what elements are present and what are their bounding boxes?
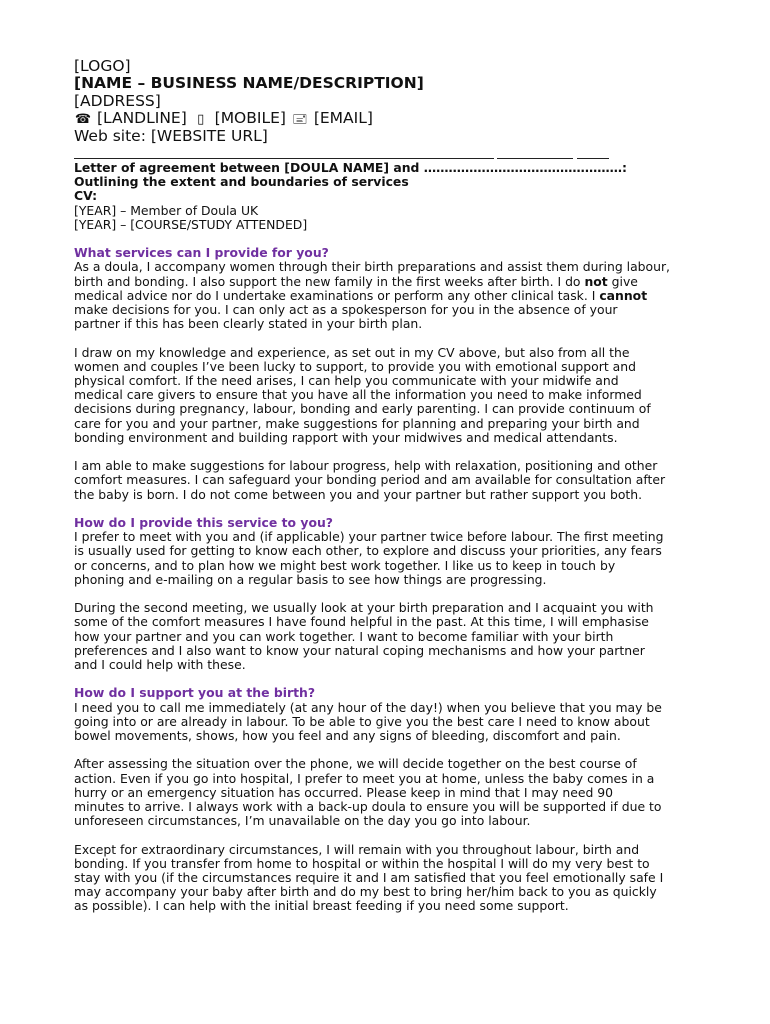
address: [ADDRESS] [74, 91, 161, 110]
email-icon: 🖃 [292, 111, 308, 127]
mobile: [MOBILE] [214, 108, 286, 127]
business-name: [NAME – BUSINESS NAME/DESCRIPTION] [74, 74, 424, 93]
paragraph-line: As a doula, I accompany women through their birth preparations and assist them during labour, [74, 259, 670, 275]
logo-placeholder: [LOGO] [74, 57, 131, 75]
section-heading: How do I support you at the birth? [74, 685, 316, 701]
agreement-line [74, 161, 714, 175]
landline: [LANDLINE] [96, 108, 187, 127]
paragraph-line: decisions during pregnancy, labour, bonding and early parenting. I can provide continuum of [74, 401, 651, 417]
paragraph-line: care for you and your partner, make suggestions for planning and preparing your birth and [74, 415, 640, 431]
contact-line [74, 110, 424, 128]
paragraph-line: physical comfort. If the need arises, I can help you communicate with your midwife and [74, 373, 619, 389]
paragraph-line: I am able to make suggestions for labour progress, help with relaxation, positioning and other [74, 458, 658, 474]
agreement-subtitle: Outlining the extent and boundaries of services [74, 174, 409, 190]
paragraph-line: medical advice nor do I undertake examinations or perform any other clinical task. I cannot [74, 287, 648, 303]
paragraph-line: may accompany your baby after birth and do my best to bring her/him back to you as quickly [74, 884, 657, 900]
paragraph-line: the baby is born. I do not come between you and your partner but rather support you both. [74, 486, 643, 502]
agreement-prefix: Letter of agreement between [DOULA NAME] and [74, 160, 424, 175]
paragraph-line: partner if this has been clearly stated in your birth plan. [74, 316, 423, 332]
paragraph-line: During the second meeting, we usually look at your birth preparation and I acquaint you with [74, 600, 654, 616]
mobile-icon: ▯ [197, 111, 205, 127]
paragraph-line: phoning and e-mailing on a regular basis to see how things are progressing. [74, 571, 547, 587]
paragraph-line: and I could help with these. [74, 657, 246, 673]
paragraph-line: stay with you (if the circumstances require it and I am satisfied that you feel emotionally safe I [74, 870, 664, 886]
telephone-icon: ☎ [74, 111, 92, 127]
website: Web site: [WEBSITE URL] [74, 127, 268, 146]
paragraph-line: some of the comfort measures I have found helpful in the past. At this time, I will emphasise [74, 614, 649, 630]
paragraph-line: women and couples I’ve been lucky to support, to provide you with emotional support and [74, 358, 636, 374]
paragraph-line: minutes to arrive. I always work with a back-up doula to ensure you will be supported if due to [74, 799, 662, 815]
paragraph-line: I draw on my knowledge and experience, as set out in my CV above, but also from all the [74, 344, 630, 360]
paragraph-line: bonding environment and building rapport with your midwives and medical attendants. [74, 429, 618, 445]
paragraph-line: Except for extraordinary circumstances, I will remain with you throughout labour, birth and [74, 841, 640, 857]
section-heading: How do I provide this service to you? [74, 515, 333, 531]
paragraph-line: bonding. If you transfer from home to hospital or within the hospital I will do my very best to [74, 855, 650, 871]
letterhead [74, 58, 424, 145]
paragraph-line: After assessing the situation over the phone, we will decide together on the best course of [74, 756, 637, 772]
cv-item: [YEAR] – Member of Doula UK [74, 202, 259, 218]
agreement-dots: …………………………………………: [423, 160, 627, 175]
paragraph-line: make decisions for you. I can only act as a spokesperson for you in the absence of your [74, 302, 618, 318]
paragraph-line: medical care givers to ensure that you have all the information you need to make informed [74, 387, 642, 403]
paragraph-line: I need you to call me immediately (at any hour of the day!) when you believe that you may be [74, 699, 662, 715]
cv-item: [YEAR] – [COURSE/STUDY ATTENDED] [74, 216, 308, 232]
letter-body [74, 161, 714, 914]
paragraph-line: as possible). I can help with the initial breast feeding if you need some support. [74, 898, 569, 914]
emphasis-not: not [584, 273, 608, 289]
paragraph-line: bowel movements, shows, how you feel and any signs of bleeding, discomfort and pain. [74, 728, 621, 744]
emphasis-cannot: cannot [599, 287, 648, 303]
section-heading: What services can I provide for you? [74, 245, 329, 261]
paragraph-line: is usually used for getting to know each other, to explore and discuss your priorities, any fears [74, 543, 662, 559]
paragraph-line: preferences and I also want to know your natural coping mechanisms and how your partner [74, 642, 645, 658]
email: [EMAIL] [313, 108, 373, 127]
paragraph-line: or concerns, and to plan how we might best work together. I like us to keep in touch by [74, 557, 616, 573]
paragraph-line: going into or are already in labour. To be able to give you the best care I need to know about [74, 713, 650, 729]
paragraph-line: hurry or an emergency situation has occurred. Please keep in mind that I may need 90 [74, 784, 614, 800]
cv-label: CV: [74, 188, 98, 204]
paragraph-line: how your partner and you can work together. I want to become familiar with your birth [74, 628, 614, 644]
paragraph-line: unforeseen circumstances, I’m unavailable on the day you go into labour. [74, 813, 531, 829]
paragraph-line: birth and bonding. I also support the new family in the first weeks after birth. I do not give [74, 273, 638, 289]
paragraph-line: action. Even if you go into hospital, I prefer to meet you at home, unless the baby comes in a [74, 770, 655, 786]
paragraph-line: comfort measures. I can safeguard your bonding period and am available for consultation after [74, 472, 666, 488]
paragraph-line: I prefer to meet with you and (if applicable) your partner twice before labour. The first meeting [74, 529, 664, 545]
